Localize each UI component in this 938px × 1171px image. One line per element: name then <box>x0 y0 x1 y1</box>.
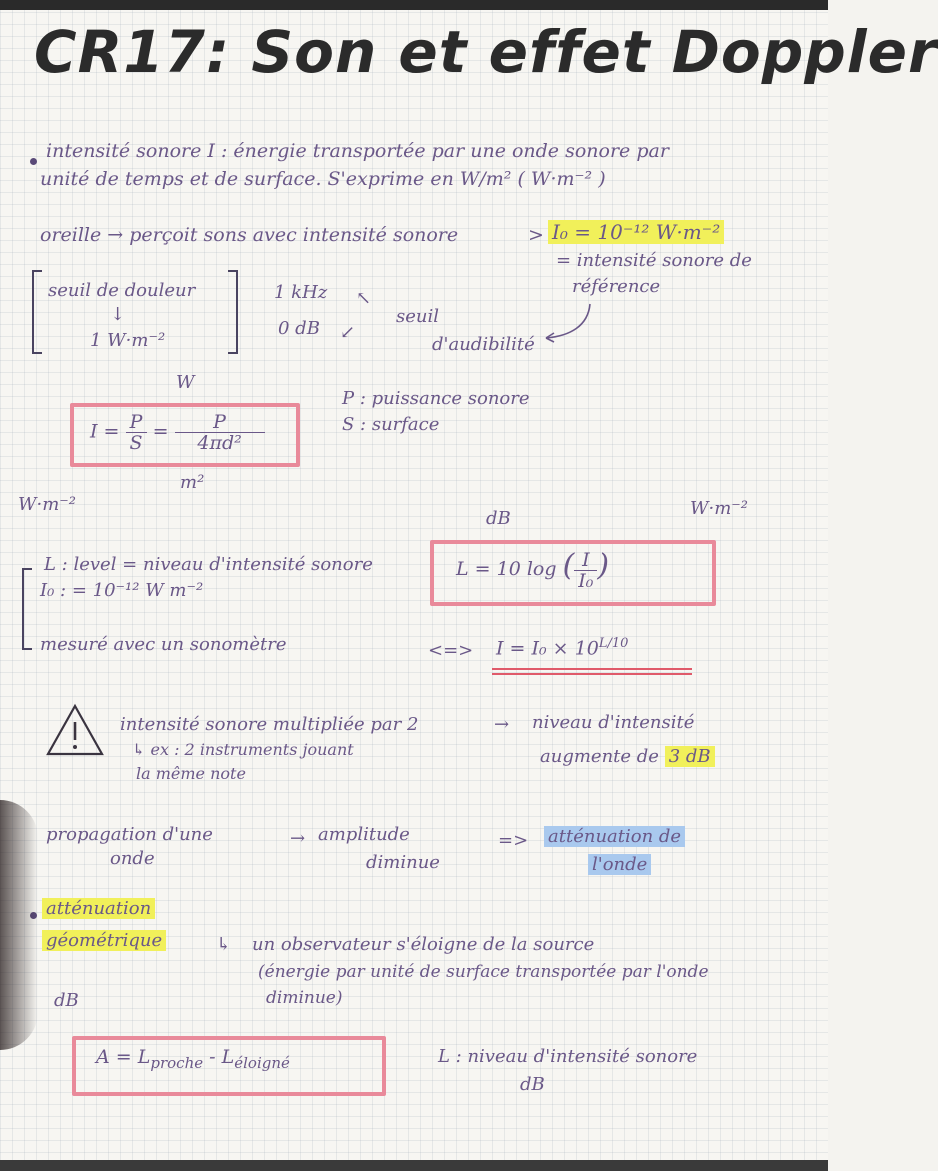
intensity-formula: I = $\frac{P}{S}$ = $\frac{P}{\text{4πd²}}$ <box>90 412 265 453</box>
intensite-line1: intensité sonore I : énergie transportée par une onde sonore par <box>46 140 669 162</box>
bullet-icon <box>30 158 37 165</box>
db-unit-label: dB <box>486 508 511 529</box>
warning-result-2: augmente de 3 dB <box>540 746 715 767</box>
warning-icon <box>44 702 106 758</box>
sonometre-note: mesuré avec un sonomètre <box>40 634 287 655</box>
oreille-text: oreille → perçoit sons avec intensité sonore <box>40 224 459 246</box>
khz-value: 1 kHz <box>274 282 328 303</box>
odb-value: 0 dB <box>278 318 320 339</box>
attenuation-formula: $A = L_{proche} - L_{éloigné}$ <box>96 1046 290 1072</box>
propagation-2: onde <box>110 848 155 869</box>
warning-example: ↳ ex : 2 instruments jouant <box>132 740 354 759</box>
warning-result-1: niveau d'intensité <box>532 712 695 733</box>
i0-definition: I₀ : = 10⁻¹² W m⁻² <box>40 580 204 601</box>
seuil-audibilite-2: d'audibilité <box>432 334 535 355</box>
equivalence-sign: <=> <box>428 640 474 661</box>
page-title: CR17: Son et effet Doppler <box>34 18 938 86</box>
warning-arrow-icon: → <box>494 714 510 735</box>
left-arrow-icon: ↙ <box>340 322 356 343</box>
propagation-arrow-icon: → <box>290 828 306 849</box>
douleur-value: 1 W·m⁻² <box>90 330 166 351</box>
attenuation-line2: (énergie par unité de surface transportée par l'onde <box>258 962 709 982</box>
warning-example-2: la même note <box>136 764 246 783</box>
legend-p: P : puissance sonore <box>342 388 530 409</box>
legend-s: S : surface <box>342 414 440 435</box>
m2-unit-label: m² <box>180 472 205 493</box>
level-legend: L : niveau d'intensité sonore <box>438 1046 698 1067</box>
attenuation-result-2: l'onde <box>588 854 651 875</box>
amplitude-2: diminue <box>366 852 440 873</box>
attenuation-result-1: atténuation de <box>544 826 685 847</box>
implies-arrow-icon: => <box>498 830 529 851</box>
seuil-audibilite-1: seuil <box>396 306 439 327</box>
definition-bracket <box>22 568 32 650</box>
amplitude-1: amplitude <box>318 824 410 845</box>
level-legend-unit: dB <box>520 1074 545 1095</box>
wm2-unit-label: W·m⁻² <box>18 494 77 515</box>
double-underline-1 <box>492 668 692 670</box>
bottom-edge <box>0 1160 828 1171</box>
attenuation-heading-1: atténuation <box>42 898 155 919</box>
i0-reference: I₀ = 10⁻¹² W·m⁻² <box>548 220 724 244</box>
w-unit-label: W <box>176 372 195 393</box>
level-formula: L = 10 log ( $\frac{I}{\text{I₀}}$ ) <box>456 548 610 592</box>
level-definition: L : level = niveau d'intensité sonore <box>44 554 373 575</box>
top-edge <box>0 0 828 10</box>
attenuation-heading-2: géométrique <box>42 930 166 951</box>
attenuation-line1: un observateur s'éloigne de la source <box>252 934 595 955</box>
finger-shadow <box>0 800 38 1050</box>
gt-sign: > <box>528 224 544 246</box>
bracket-left <box>32 270 42 354</box>
warning-line1: intensité sonore multipliée par 2 <box>120 714 419 735</box>
down-arrow-icon: ↓ <box>110 304 126 325</box>
db-label-2: dB <box>54 990 79 1011</box>
sub-arrow-icon: ↳ <box>216 934 232 955</box>
reference-label-2: référence <box>572 276 661 297</box>
wm2-unit-label-2: W·m⁻² <box>690 498 749 519</box>
curved-arrow-icon <box>540 300 600 344</box>
intensite-line2: unité de temps et de surface. S'exprime en W/m² ( W·m⁻² ) <box>40 168 606 190</box>
seuil-douleur: seuil de douleur <box>48 280 196 301</box>
bracket-right <box>228 270 238 354</box>
reference-label-1: = intensité sonore de <box>556 250 752 271</box>
inverse-formula: $I = I_0 \times 10^{L/10}$ <box>496 636 629 660</box>
double-underline-2 <box>492 673 692 675</box>
propagation-1: propagation d'une <box>46 824 213 845</box>
attenuation-line3: diminue) <box>266 988 343 1008</box>
up-arrow-icon: ↖ <box>356 288 372 309</box>
